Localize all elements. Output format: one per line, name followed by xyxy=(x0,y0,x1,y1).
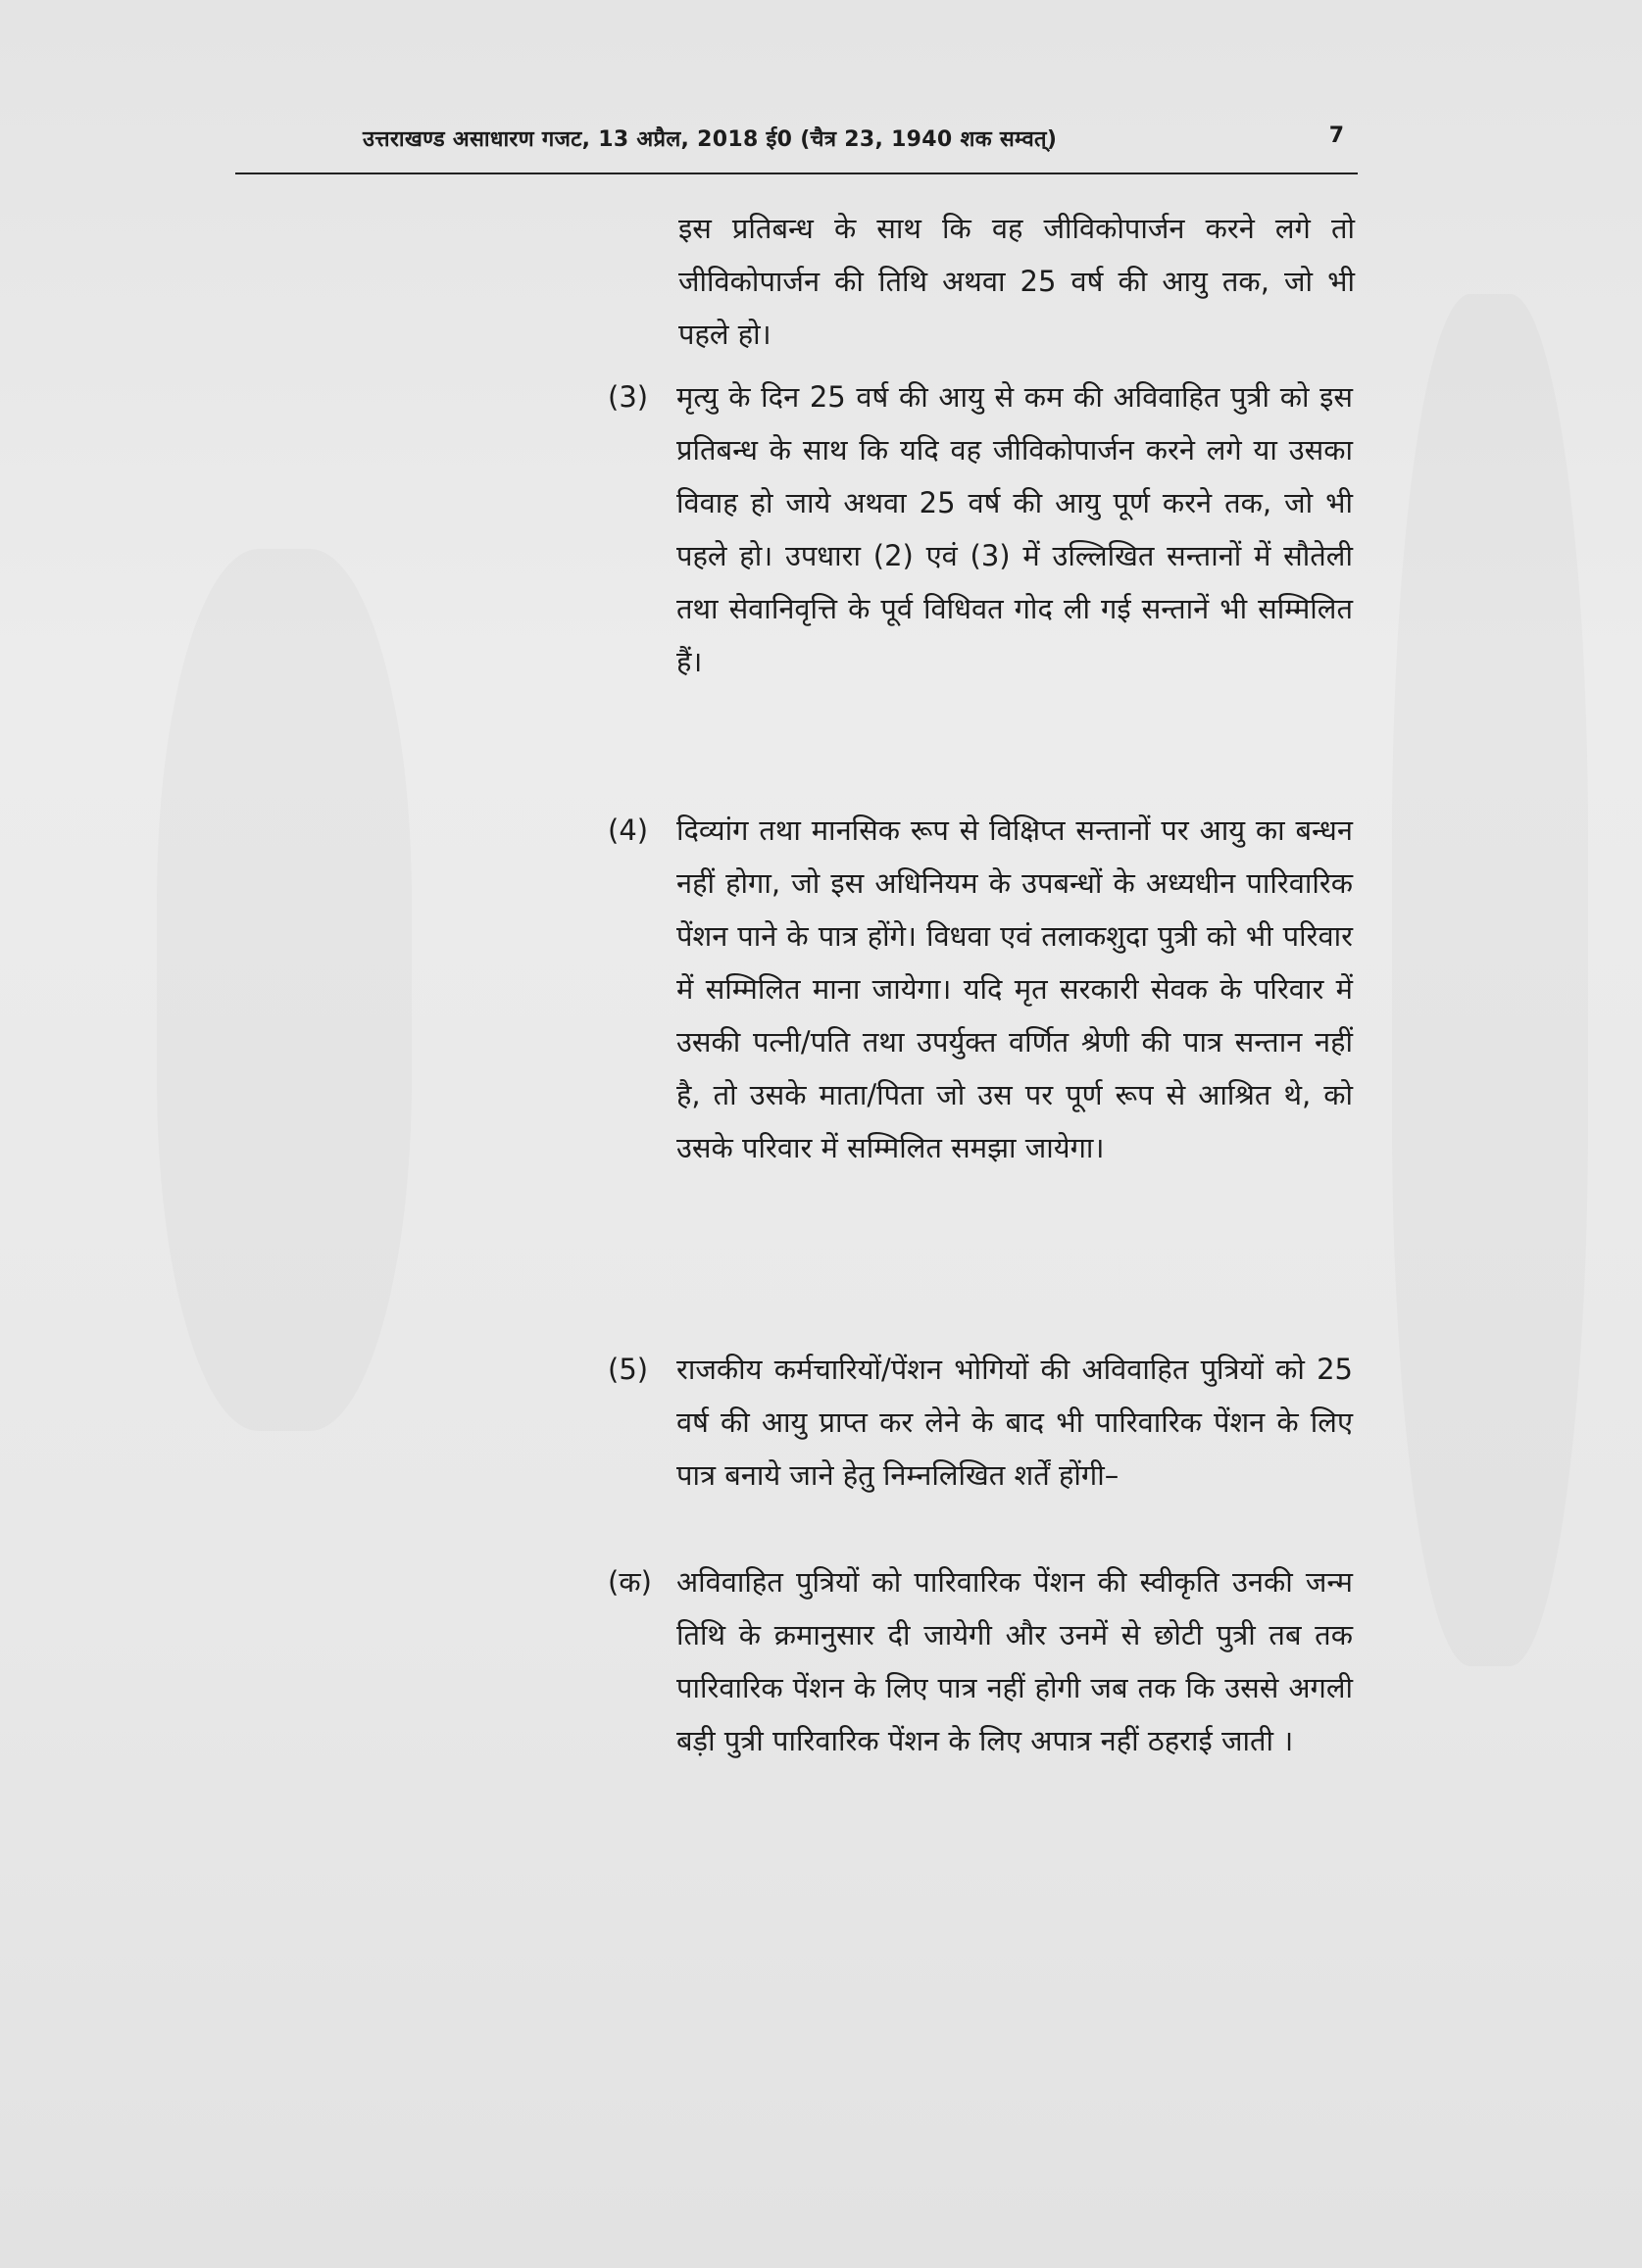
clause-text: राजकीय कर्मचारियों/पेंशन भोगियों की अविवाहित पुत्रियों को 25 वर्ष की आयु प्राप्त कर लेने के बाद भी पारिवारिक पेंशन के लिए पात्र बनाये जाने हेतु निम्नलिखित शर्तें होंगी– xyxy=(676,1353,1353,1492)
clause-number: (5) xyxy=(608,1353,649,1386)
clause-number: (4) xyxy=(608,814,649,847)
clause-text: दिव्यांग तथा मानसिक रूप से विक्षिप्त सन्तानों पर आयु का बन्धन नहीं होगा, जो इस अधिनियम के उपबन्धों के अध्यधीन पारिवारिक पेंशन पाने के पात्र होंगे। विधवा एवं तलाकशुदा पुत्री को भी परिवार में सम्मिलित माना जायेगा। यदि मृत सरकारी सेवक के परिवार में उसकी पत्नी/पति तथा उपर्युक्त वर्णित श्रेणी की पात्र सन्तान नहीं है, तो उसके माता/पिता जो उस पर पूर्ण रूप से आश्रित थे, को उसके परिवार में सम्मिलित समझा जायेगा। xyxy=(676,814,1353,1164)
page-header xyxy=(235,110,1358,169)
clause-number: (3) xyxy=(608,380,649,414)
continuation-paragraph: इस प्रतिबन्ध के साथ कि वह जीविकोपार्जन करने लगे तो जीविकोपार्जन की तिथि अथवा 25 वर्ष की आयु तक, जो भी पहले हो। xyxy=(678,212,1355,351)
page-number: 7 xyxy=(1328,123,1344,148)
gazette-title: उत्तराखण्ड असाधारण गजट, 13 अप्रैल, 2018 ई0 (चैत्र 23, 1940 शक सम्वत्) xyxy=(363,127,1058,152)
clause-number: (क) xyxy=(608,1565,652,1599)
scan-smudge xyxy=(157,549,412,1431)
header-divider xyxy=(235,173,1358,174)
clause-text: मृत्यु के दिन 25 वर्ष की आयु से कम की अविवाहित पुत्री को इस प्रतिबन्ध के साथ कि यदि वह जीविकोपार्जन करने लगे या उसका विवाह हो जाये अथवा 25 वर्ष की आयु पूर्ण करने तक, जो भी पहले हो। उपधारा (2) एवं (3) में उल्लिखित सन्तानों में सौतेली तथा सेवानिवृत्ति के पूर्व विधिवत गोद ली गई सन्तानें भी सम्मिलित हैं। xyxy=(676,380,1353,678)
clause-text: अविवाहित पुत्रियों को पारिवारिक पेंशन की स्वीकृति उनकी जन्म तिथि के क्रमानुसार दी जायेगी और उनमें से छोटी पुत्री तब तक पारिवारिक पेंशन के लिए पात्र नहीं होगी जब तक कि उससे अगली बड़ी पुत्री पारिवारिक पेंशन के लिए अपात्र नहीं ठहराई जाती । xyxy=(676,1565,1353,1757)
scan-smudge xyxy=(1392,294,1588,1666)
